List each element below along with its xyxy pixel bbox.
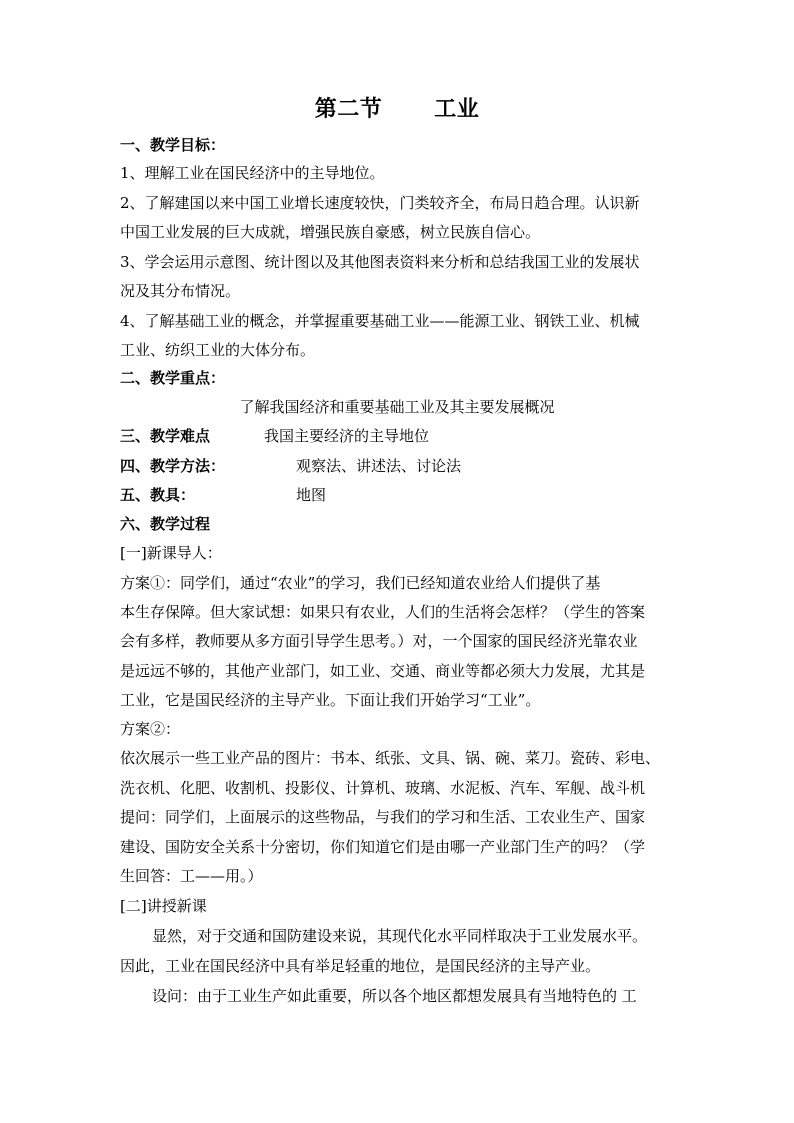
page-title [0, 94, 794, 126]
objective-line: 况及其分布情况。 [120, 282, 241, 300]
plan2-label: 方案②： [120, 720, 181, 738]
plan1-line: 会有多样，教师要从多方面引导学生思考。）对，一个国家的国民经济光靠农业 [120, 632, 638, 650]
plan1-line: 本生存保障。但大家试想：如果只有农业，人们的生活将会怎样？（学生的答案 [120, 603, 646, 621]
plan1-line: 工业，它是国民经济的主导产业。下面让我们开始学习“工业”。 [120, 691, 541, 709]
objective-line: 2、了解建国以来中国工业增长速度较快，门类较齐全，布局日趋合理。认识新 [120, 194, 640, 212]
lecture-line: 因此，工业在国民经济中具有举足轻重的地位，是国民经济的主导产业。 [120, 957, 601, 975]
objective-line: 工业、纺织工业的大体分布。 [120, 341, 316, 359]
plan2-line: 生回答：工——用。） [120, 867, 263, 885]
difficulty-heading: 三、教学难点 [120, 427, 211, 445]
title-topic: 工业 [434, 97, 480, 122]
plan2-line: 洗衣机、化肥、收割机、投影仪、计算机、玻璃、水泥板、汽车、军舰、战斗机 [120, 779, 646, 797]
key-points-heading: 二、教学重点： [120, 369, 226, 387]
objective-line: 4、了解基础工业的概念，并掌握重要基础工业——能源工业、钢铁工业、机械 [120, 312, 640, 330]
methods-row [120, 456, 680, 476]
process-heading: 六、教学过程 [120, 515, 211, 533]
plan1-line: 方案①：同学们，通过“农业”的学习，我们已经知道农业给人们提供了基 [120, 574, 601, 592]
difficulty-row [120, 426, 680, 446]
tools-heading: 五、教具： [120, 486, 196, 504]
methods-heading: 四、教学方法： [120, 457, 226, 475]
lecture-line: 设问：由于工业生产如此重要，所以各个地区都想发展具有当地特色的 工 [152, 987, 637, 1005]
objectives-heading: 一、教学目标： [120, 136, 226, 154]
tools-text: 地图 [296, 486, 327, 504]
objective-line: 1、理解工业在国民经济中的主导地位。 [120, 164, 385, 182]
key-points-text: 了解我国经济和重要基础工业及其主要发展概况 [239, 398, 555, 416]
objective-line: 3、学会运用示意图、统计图以及其他图表资料来分析和总结我国工业的发展状 [120, 253, 640, 271]
plan2-line: 依次展示一些工业产品的图片：书本、纸张、文具、锅、碗、菜刀。瓷砖、彩电、 [120, 749, 661, 767]
difficulty-text: 我国主要经济的主导地位 [264, 427, 430, 445]
title-section-number: 第二节 [314, 97, 383, 122]
methods-text: 观察法、讲述法、讨论法 [296, 457, 462, 475]
lecture-line: 显然，对于交通和国防建设来说，其现代化水平同样取决于工业发展水平。 [152, 927, 648, 945]
intro-heading: [一]新课导人： [120, 544, 222, 562]
plan2-line: 提问：同学们，上面展示的这些物品，与我们的学习和生活、工农业生产、国家 [120, 808, 646, 826]
plan2-line: 建设、国防安全关系十分密切，你们知道它们是由哪一产业部门生产的吗？（学 [120, 838, 646, 856]
tools-row [120, 485, 680, 505]
plan1-line: 是远远不够的，其他产业部门，如工业、交通、商业等都必须大力发展，尤其是 [120, 662, 646, 680]
lecture-heading: [二]讲授新课 [120, 897, 207, 915]
objective-line: 中国工业发展的巨大成就，增强民族自豪感，树立民族自信心。 [120, 223, 541, 241]
